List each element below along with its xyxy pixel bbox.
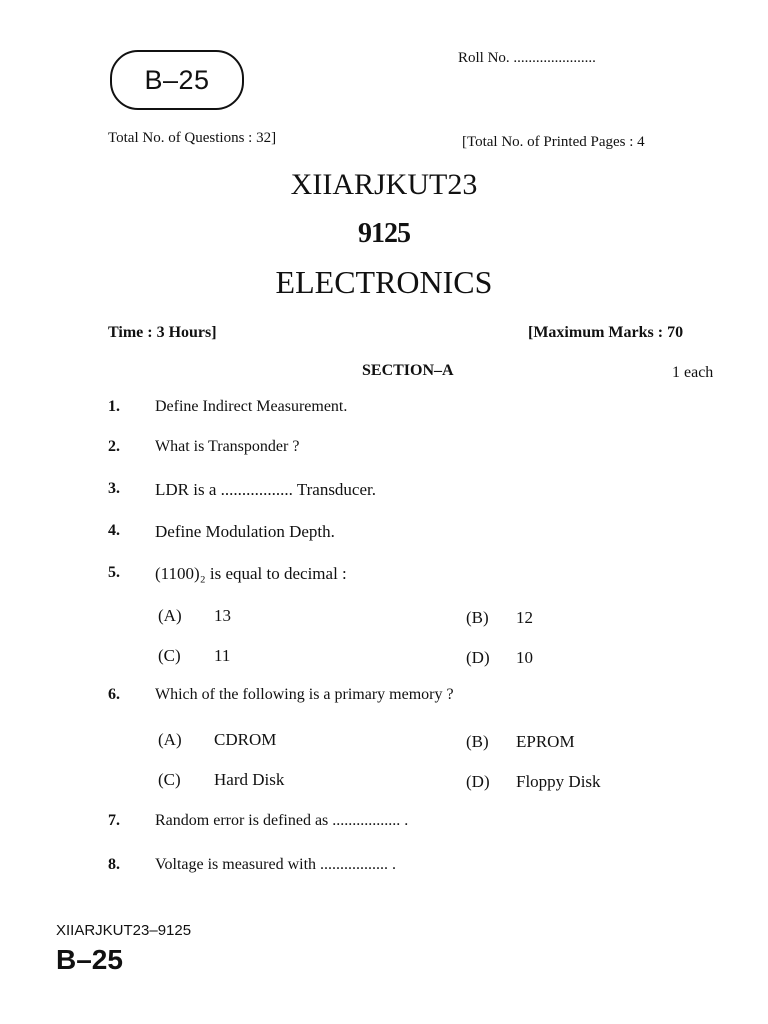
question-item-7	[0, 812, 768, 836]
option-text: 10	[516, 648, 533, 667]
question-text: Which of the following is a primary memory ?	[155, 686, 454, 703]
question-item-3	[0, 480, 768, 504]
question-text: Define Modulation Depth.	[155, 522, 335, 541]
question-number: 2.	[108, 438, 120, 455]
question-text: LDR is a ................. Transducer.	[155, 480, 376, 499]
question-item-5	[0, 564, 768, 588]
question-number: 7.	[108, 812, 120, 829]
option-label: (B)	[466, 732, 489, 751]
roll-no-field: Roll No. ......................	[458, 50, 596, 66]
option-label: (D)	[466, 648, 490, 667]
option-label: (B)	[466, 608, 489, 627]
question-text: Voltage is measured with ................. .	[155, 856, 397, 873]
question-item-8	[0, 856, 768, 880]
total-questions: Total No. of Questions : 32]	[108, 130, 277, 146]
question-number: 8.	[108, 856, 120, 873]
option-text: 13	[214, 606, 231, 625]
question-item-6	[0, 686, 768, 710]
question-number: 5.	[108, 564, 120, 581]
option-text: Hard Disk	[214, 770, 285, 789]
option-label: (C)	[158, 646, 181, 665]
footer-paper-code: B–25	[56, 944, 123, 975]
time-label: Time : 3 Hours]	[108, 324, 217, 341]
question-text: What is Transponder ?	[155, 438, 300, 455]
subject-title: ELECTRONICS	[275, 264, 493, 300]
option-text: Floppy Disk	[516, 772, 601, 791]
question-number: 6.	[108, 686, 120, 703]
footer-exam-code: XIIARJKUT23–9125	[56, 922, 192, 939]
paper-code-text: B–25	[144, 64, 210, 95]
question-number: 1.	[108, 398, 120, 415]
option-text: 11	[214, 646, 231, 665]
question-number: 3.	[108, 480, 120, 497]
section-heading: SECTION–A	[362, 362, 454, 379]
exam-number-title: 9125	[358, 218, 410, 249]
option-text: EPROM	[516, 732, 575, 751]
question-item-2	[0, 438, 768, 462]
option-label: (A)	[158, 730, 182, 749]
option-label: (D)	[466, 772, 490, 791]
option-text: CDROM	[214, 730, 277, 749]
question-text: Define Indirect Measurement.	[155, 398, 348, 415]
question-text: (1100)₂ is equal to decimal :	[155, 564, 347, 583]
question-item-4	[0, 522, 768, 546]
section-marks: 1 each	[672, 364, 714, 381]
question-text: Random error is defined as ................. .	[155, 812, 409, 829]
paper-code-badge	[110, 50, 244, 110]
option-label: (A)	[158, 606, 182, 625]
max-marks-label: [Maximum Marks : 70	[528, 324, 684, 341]
question-number: 4.	[108, 522, 120, 539]
option-label: (C)	[158, 770, 181, 789]
total-pages: [Total No. of Printed Pages : 4	[462, 134, 645, 150]
question-item-1	[0, 398, 768, 422]
option-text: 12	[516, 608, 533, 627]
exam-code-title: XIIARJKUT23	[290, 168, 478, 201]
